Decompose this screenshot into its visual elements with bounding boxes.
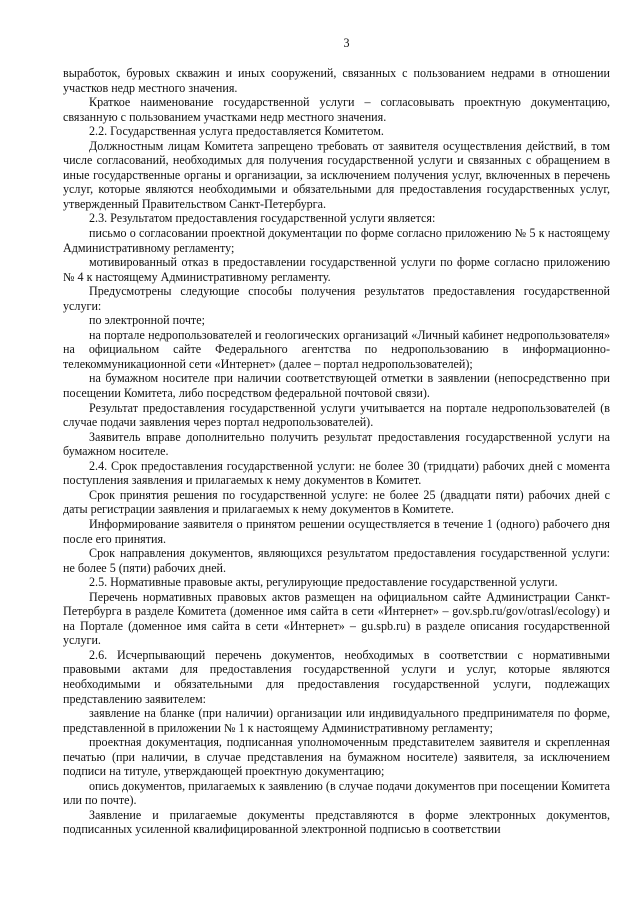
page-number: 3 (343, 36, 350, 50)
paragraph-continuation: выработок, буровых скважин и иных сооружений, связанных с пользованием недрами в отношении участков недр местного значения. (63, 66, 610, 95)
paragraph-by-portal: на портале недропользователей и геологических организаций «Личный кабинет недропользователя» на официальном сайте Федерального агентства по недропользованию в информационно-телекоммуникационной сети «Интернет» (далее – портал недропользователей); (63, 327, 610, 371)
paragraph-2-5: 2.5. Нормативные правовые акты, регулирующие предоставление государственной услуги. (89, 575, 558, 590)
paragraph-prohibition: Должностным лицам Комитета запрещено требовать от заявителя осуществления действий, в том числе согласований, необходимых для получения государственной услуги и связанных с обращением в иные государственные органы и организации, за исключением получения услуг, включенных в перечень услуг, которые являются необходимыми и обязательными для предоставления государственных услуг, утвержденный Правительством Санкт-Петербурга. (63, 138, 610, 211)
paragraph-result-methods: Предусмотрены следующие способы получения результатов предоставления государственной услуги: (63, 284, 610, 313)
paragraph-result-recorded: Результат предоставления государственной услуги учитывается на портале недропользователей (в случае подачи заявления через портал недропользователей). (63, 400, 610, 430)
paragraph-sending-term: Срок направления документов, являющихся результатом предоставления государственной услуги: не более 5 (пяти) рабочих дней. (63, 546, 610, 575)
paragraph-acts-list: Перечень нормативных правовых актов размещен на официальном сайте Администрации Санкт-Петербурга в разделе Комитета (доменное имя сайта в сети «Интернет» – gov.spb.ru/gov/otrasl/ecology) и на Портале (доменное имя сайта в сети «Интернет» – gu.spb.ru) в разделе описания государственной услуги. (63, 589, 610, 648)
paragraph-project-docs: проектная документация, подписанная уполномоченным представителем заявителя и скрепленная печатью (при наличии, в случае представления на бумажном носителе) заявителя, за исключением подписи на титуле, утверждающей проектную документацию; (63, 735, 610, 779)
paragraph-refusal: мотивированный отказ в предоставлении государственной услуги по форме согласно приложению № 4 к настоящему Административному регламенту. (63, 255, 610, 284)
paragraph-short-service-name: Краткое наименование государственной услуги – согласовывать проектную документацию, связанную с пользованием участками недр местного значения. (63, 95, 610, 124)
paragraph-by-paper: на бумажном носителе при наличии соответствующей отметки в заявлении (непосредственно при посещении Комитета, либо посредством федеральной почтовой связи). (63, 371, 610, 401)
paragraph-2-6: 2.6. Исчерпывающий перечень документов, необходимых в соответствии с нормативными правовыми актами для предоставления государственной услуги и услуг, которые являются необходимыми и обязательными для предоставления государственной услуги, подлежащих представлению заявителем: (63, 647, 610, 706)
paragraph-2-2: 2.2. Государственная услуга предоставляется Комитетом. (89, 124, 384, 139)
paragraph-approval-letter: письмо о согласовании проектной документации по форме согласно приложению № 5 к настоящему Административному регламенту; (63, 226, 610, 255)
paragraph-2-3: 2.3. Результатом предоставления государственной услуги является: (89, 211, 436, 226)
paragraph-application-form: заявление на бланке (при наличии) организации или индивидуального предпринимателя по форме, представленной в приложении № 1 к настоящему Административному регламенту; (63, 706, 610, 735)
paragraph-inventory: опись документов, прилагаемых к заявлению (в случае подачи документов при посещении Комитета или по почте). (63, 778, 610, 808)
paragraph-additional-paper: Заявитель вправе дополнительно получить результат предоставления государственной услуги на бумажном носителе. (63, 429, 610, 459)
paragraph-decision-term: Срок принятия решения по государственной услуге: не более 25 (двадцати пяти) рабочих дней с даты регистрации заявления и прилагаемых к нему документов в Комитете. (63, 487, 610, 517)
paragraph-electronic-form: Заявление и прилагаемые документы представляются в форме электронных документов, подписанных усиленной квалифицированной электронной подписью в соответствии (63, 807, 610, 837)
paragraph-by-email: по электронной почте; (89, 313, 205, 328)
paragraph-informing: Информирование заявителя о принятом решении осуществляется в течение 1 (одного) рабочего дня после его принятия. (63, 516, 610, 546)
document-body (63, 66, 610, 837)
paragraph-2-4: 2.4. Срок предоставления государственной услуги: не более 30 (тридцати) рабочих дней с момента поступления заявления и прилагаемых к нему документов в Комитет. (63, 458, 610, 488)
